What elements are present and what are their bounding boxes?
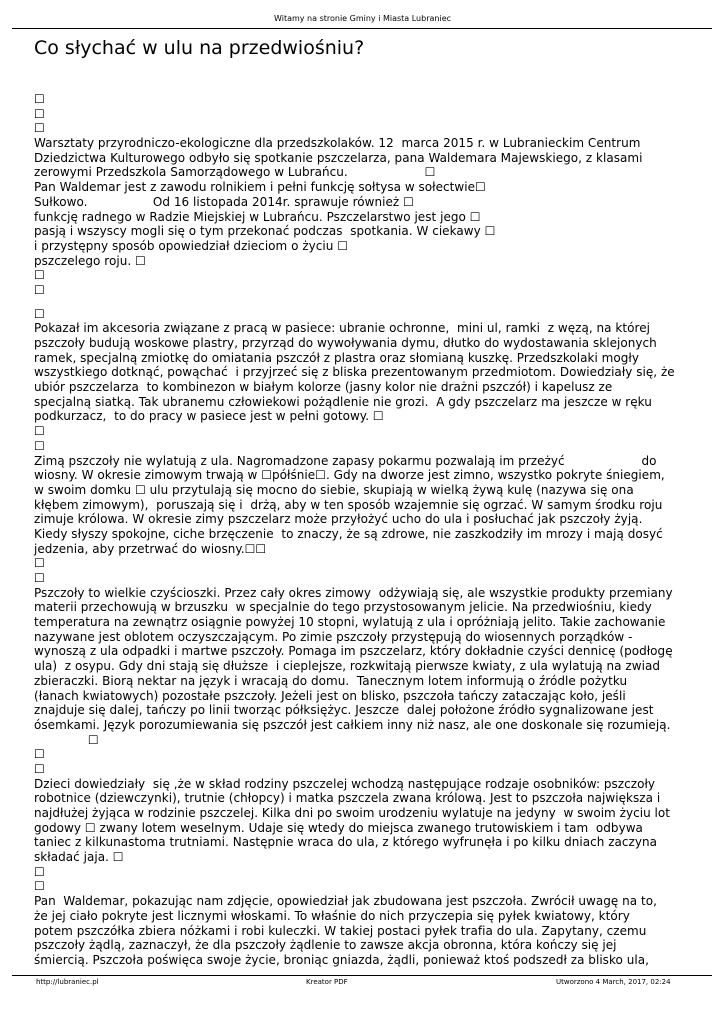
text-line: znajduje się dalej, tańczy po linii tworząc półksiężyc. Jeszcze dalej położone źródło sygnalizowane jest (34, 703, 654, 718)
article-body (34, 92, 694, 968)
text-line: ☐ (34, 438, 45, 453)
text-line: pszczoły budują woskowe plastry, przyrząd do wywoływania dymu, dłutko do wydostawania sklejonych (34, 336, 657, 350)
text-line: wynoszą z ula odpadki i martwe pszczoły. Pomaga im pszczelarz, który dokładnie czyści dennicę (podłogę (34, 644, 673, 659)
text-line: temperatura na zewnątrz osiągnie powyżej 10 stopni, wylatują z ula i opróżniają jelito. Takie zachowanie (34, 615, 666, 630)
text-line: materii przechowują w brzuszku w specjalnie do tego przystosowanym jelicie. Na przedwiośniu, kiedy (34, 600, 652, 615)
text-line: ☐ (34, 282, 45, 297)
text-line: pasją i wszyscy mogli się o tym przekonać podczas spotkania. W ciekawy ☐ (34, 224, 496, 239)
text-line: zimuje królowa. W okresie zimy pszczelarz może przyłożyć ucho do ula i posłuchać jak pszczoły żyją. (34, 512, 643, 527)
text-line: ☐ (34, 761, 45, 776)
text-line: nazywane jest oblotem oczyszczającym. Po zimie pszczoły przystępują do wiosennych porządków - (34, 629, 633, 644)
text-line: składać jaja. ☐ (34, 850, 124, 865)
page-header: Witamy na stronie Gminy i Miasta Lubraniec (273, 14, 452, 23)
footer-divider (12, 975, 712, 976)
text-line: wiosny. W okresie zimowym trwają w ☐półśnie☐. Gdy na dworze jest zimno, wszystko pokryte śniegiem, (34, 468, 665, 483)
text-line: kłębem zimowym), poruszają się i drżą, aby w ten sposób wzajemnie się ogrzać. W samym środku roju (34, 497, 663, 512)
text-line: Sułkowo. Od 16 listopada 2014r. sprawuje również ☐ (34, 194, 414, 209)
text-line: ☐ (34, 424, 45, 439)
text-line: i przystępny sposób opowiedział dzieciom o życiu ☐ (34, 238, 349, 253)
article-title: Co słychać w ulu na przedwiośniu? (34, 37, 365, 59)
text-line: (łanach kwiatowych) pozostałe pszczoły. Jeżeli jest on blisko, pszczoła tańczy zataczając koło, jeśli (34, 688, 626, 703)
text-line: Pszczoły to wielkie czyścioszki. Przez cały okres zimowy odżywiają się, ale wszystkie produkty przemiany (34, 585, 673, 600)
footer-url[interactable]: http://lubraniec.pl (36, 978, 99, 986)
text-line: potem pszczółka zbiera nóżkami i robi kuleczki. W takiej postaci pyłek trafia do ula. Zapytany, czemu (34, 923, 647, 938)
text-line: Dziedzictwa Kulturowego odbyło się spotkanie pszczelarza, pana Waldemara Majewskiego, z klasami (34, 150, 643, 165)
text-line: ☐ (34, 556, 45, 571)
text-line: ☐ (34, 571, 45, 585)
text-line: podkurzacz, to do pracy w pasiece jest w pełni gotowy. ☐ (34, 409, 384, 424)
text-line: ubiór pszczelarza to kombinezon w białym kolorze (jasny kolor nie drażni pszczół) i kapelusz ze (34, 380, 613, 395)
text-line: Dzieci dowiedziały się ,że w skład rodziny pszczelej wchodzą następujące rodzaje osobników: pszczoły (34, 776, 656, 791)
text-line: ramek, specjalną zmiotkę do omiatania pszczół z plastra oraz słomianą kuszkę. Przedszkolaki mogły (34, 350, 639, 365)
text-line: ☐ (34, 268, 45, 283)
text-line: ☐ (34, 732, 99, 747)
header-divider (12, 28, 712, 29)
text-line: Zimą pszczoły nie wylatują z ula. Nagromadzone zapasy pokarmu pozwalają im przeżyć do (34, 453, 657, 468)
footer-created-date: Utworzono 4 March, 2017, 02:24 (556, 978, 671, 986)
text-line: robotnice (dziewczynki), trutnie (chłopcy) i matka pszczela zwana królową. Jest to pszczoła największa i (34, 791, 661, 806)
text-line: zbieraczki. Biorą nektar na język i wracają do domu. Tanecznym lotem informują o źródle pożytku (34, 673, 628, 688)
text-line: ☐ (34, 879, 45, 894)
text-line: śmiercią. Pszczoła poświęca swoje życie, broniąc gniazda, żądli, ponieważ ktoś podszedł za blisko ula, (34, 952, 649, 967)
text-line: funkcję radnego w Radzie Miejskiej w Lubrańcu. Pszczelarstwo jest jego ☐ (34, 209, 481, 224)
text-line: ☐ (34, 106, 45, 121)
text-line: Pan Waldemar jest z zawodu rolnikiem i pełni funkcję sołtysa w sołectwie☐ (34, 180, 486, 195)
text-line: ☐ (34, 121, 45, 136)
text-line: Kiedy słyszy spokojne, ciche brzęczenie to znaczy, że są zdrowe, nie zaszkodziły im mrozy i mają dosyć (34, 526, 663, 541)
text-line: specjalną siatką. Tak ubranemu człowiekowi pożądlenie nie grozi. A gdy pszczelarz ma jeszcze w ręku (34, 394, 652, 409)
text-line: że jej ciało pokryte jest licznymi włoskami. To właśnie do nich przyczepia się pyłek kwiatowy, który (34, 908, 630, 923)
text-line: pszczelego roju. ☐ (34, 253, 146, 268)
text-line: ula) z osypu. Gdy dni stają się dłuższe i cieplejsze, rozkwitają pierwsze kwiaty, z ula wylatują na zwiad (34, 659, 660, 674)
text-line: ☐ (34, 306, 45, 321)
text-line: ☐ (34, 747, 45, 762)
text-line: najdłużej żyjąca w rodzinie pszczelej. Kilka dni po swoim urodzeniu wylatuje na jedyny w swoim życiu lot (34, 806, 671, 820)
text-line: Warsztaty przyrodniczo-ekologiczne dla przedszkolaków. 12 marca 2015 r. w Lubranieckim Centrum (34, 136, 641, 151)
text-line: godowy ☐ zwany lotem weselnym. Udaje się wtedy do miejsca zwanego trutowiskiem i tam odbywa (34, 820, 643, 835)
text-line: taniec z kilkunastoma trutniami. Następnie wraca do ula, z którego wyfrunęła i po kilku dniach zaczyna (34, 835, 658, 850)
paragraph-gap (34, 298, 694, 307)
text-line: pszczoły żądlą, zaznaczył, że dla pszczoły żądlenie to zawsze akcja obronna, która kończy się jej (34, 938, 617, 953)
text-line: zerowymi Przedszkola Samorządowego w Lubrańcu. ☐ (34, 165, 436, 180)
text-line: ósemkami. Język porozumiewania się pszczół jest całkiem inny niż nasz, ale one doskonale się rozumieją. (34, 717, 671, 732)
text-line: wszystkiego dotknąć, powąchać i przyjrzeć się z bliska prezentowanym przedmiotom. Dowiedziały się, że (34, 365, 675, 380)
text-line: ☐ (34, 92, 45, 106)
text-line: ☐ (34, 864, 45, 879)
text-line: w swoim domku ☐ ulu przytulają się mocno do siebie, skupiają w wielką żywą kulę (nazywa się ona (34, 482, 634, 497)
footer-generator: Kreator PDF (306, 978, 348, 986)
text-line: Pan Waldemar, pokazując nam zdjęcie, opowiedział jak zbudowana jest pszczoła. Zwrócił uwagę na to, (34, 894, 657, 909)
text-line: Pokazał im akcesoria związane z pracą w pasiece: ubranie ochronne, mini ul, ramki z węzą, na której (34, 321, 650, 336)
text-line: jedzenia, aby przetrwać do wiosny.☐☐ (34, 541, 267, 556)
